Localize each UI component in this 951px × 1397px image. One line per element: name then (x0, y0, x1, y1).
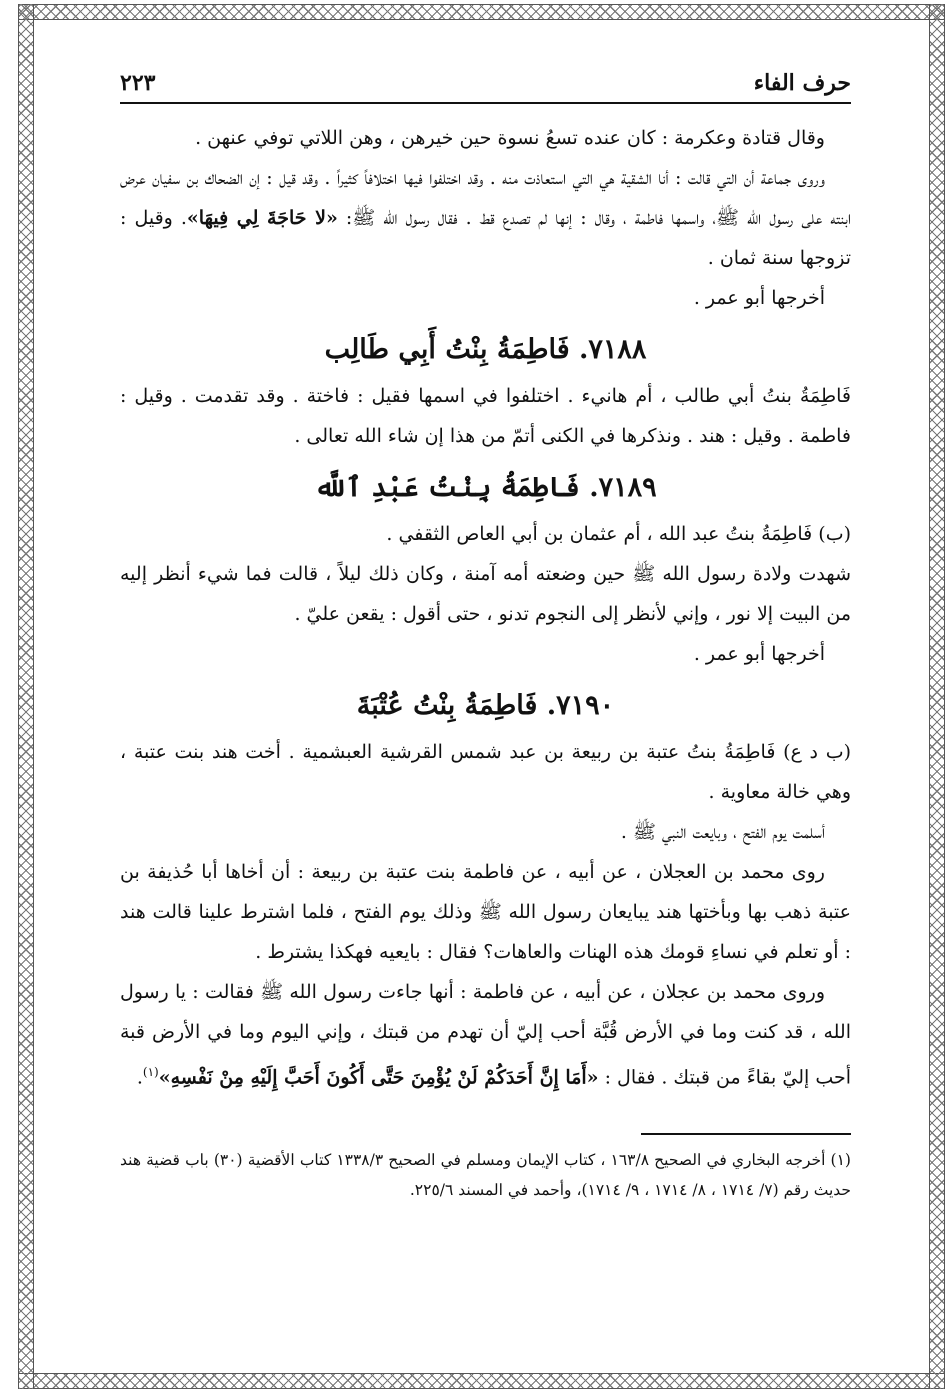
entry-7189-paragraph-1: (ب) فَاطِمَةُ بنتُ عبد الله ، أم عثمان بن أبي العاص الثقفي . (386, 523, 851, 545)
intro-paragraph-2-end: . وقيل : تزوجها سنة ثمان . (120, 207, 851, 269)
entry-7190-paragraph-4-text: وروى محمد بن عجلان ، عن أبيه ، عن فاطمة : أنها جاءت رسول الله ﷺ فقالت : يا رسول الله ، قد كنت وما في الأرض قُبَّة أحب إليّ أن تهدم من قبتك ، وإني اليوم وما في الأرض قبة أحب إليّ بقاءً من قبتك . فقال : (120, 981, 851, 1089)
intro-paragraph-3: أخرجها أبو عمر . (693, 287, 825, 309)
page-border-right (929, 4, 945, 1389)
hadith-quote-2: «أَمَا إِنَّ أَحَدَكُمْ لَنْ يُؤْمِنَ حَتَّى أَكُونَ أَحَبَّ إِلَيْهِ مِنْ نَفْسِهِ» (158, 1066, 599, 1089)
footnote-reference: (١) (142, 1065, 159, 1079)
entry-title-7190: ٧١٩٠. فَاطِمَةُ بِنْتُ عُتْبَةَ (356, 690, 615, 721)
entry-title-7188: ٧١٨٨. فَاطِمَةُ بِنْتُ أَبِي طَالِب (324, 334, 647, 365)
entry-7190-paragraph-4 (120, 972, 851, 1097)
intro-paragraph-1: وقال قتادة وعكرمة : كان عنده تسعُ نسوة حين خيرهن ، وهن اللاتي توفي عنهن . (195, 127, 825, 149)
footnote-divider (641, 1133, 851, 1135)
section-title: حرف الفاء (753, 70, 851, 96)
page-border-top (18, 4, 945, 20)
entry-title-7189: ٧١٨٩. فَاطِمَةُ بِنْتُ عَبْدِ ٱللَّه (314, 472, 657, 503)
entry-7189-paragraph-2: شهدت ولادة رسول الله ﷺ حين وضعته أمه آمنة ، وكان ذلك ليلاً ، قالت فما شيء أنظر إليه من البيت إلا نور ، وإني لأنظر إلى النجوم تدنو ، حتى أقول : يقعن عليّ . (120, 563, 851, 625)
entry-7190-paragraph-3: روى محمد بن العجلان ، عن أبيه ، عن فاطمة بنت عتبة بن ربيعة : أن أخاها أبا حُذيفة بن عتبة ذهب بها وبأختها هند يبايعان رسول الله ﷺ وذلك يوم الفتح ، فلما اشترط علينا قالت هند : أو تعلم في نساءِ قومك هذه الهنات والعاهات؟ فقال : بايعيه فهكذا يشترط . (120, 861, 851, 963)
page-content (120, 70, 851, 1205)
entry-7189-paragraph-3: أخرجها أبو عمر . (693, 643, 825, 665)
page-number: ٢٢٣ (120, 70, 156, 96)
intro-paragraph-2-text: وروى جماعة أن التي قالت : أنا الشقية هي التي استعاذت منه . وقد اختلفوا فيها اختلافاً كثيراً . وقد قيل : إن الضحاك بن سفيان عرض ابنته على رسول الله ﷺ، واسمها فاطمة ، وقال : إنها لم تصدع قط . فقال رسول الله ﷺ: (120, 167, 851, 229)
page-border-left (18, 4, 34, 1389)
running-header (120, 70, 851, 104)
entry-7190-paragraph-2: أسلمت يوم الفتح ، وبايعت النبي ﷺ . (620, 821, 825, 843)
page-border-bottom (18, 1373, 945, 1389)
intro-paragraph-2 (120, 158, 851, 278)
entry-7188-paragraph: فَاطِمَةُ بنتُ أبي طالب ، أم هانيء . اختلفوا في اسمها فقيل : فاختة . وقد تقدمت . وقيل : فاطمة . وقيل : هند . ونذكرها في الكنى أتمّ من هذا إن شاء الله تعالى . (120, 385, 852, 447)
entry-7190-paragraph-1: (ب د ع) فَاطِمَةُ بنتُ عتبة بن ربيعة بن عبد شمس القرشية العبشمية . أخت هند بنت عتبة ، وهي خالة معاوية . (120, 741, 851, 803)
footnote-1: (١) أخرجه البخاري في الصحيح ١٦٣/٨ ، كتاب الإيمان ومسلم في الصحيح ١٣٣٨/٣ كتاب الأقضية (٣٠) باب قضية هند حديث رقم (٧/ ١٧١٤ ، ٨/ ١٧١٤ ، ٩/ ١٧١٤)، وأحمد في المسند ٢٢٥/٦. (120, 1151, 851, 1200)
entry-7190-paragraph-4-end: . (136, 1066, 143, 1089)
hadith-quote: «لا حَاجَةَ لِي فِيهَا» (186, 207, 338, 229)
